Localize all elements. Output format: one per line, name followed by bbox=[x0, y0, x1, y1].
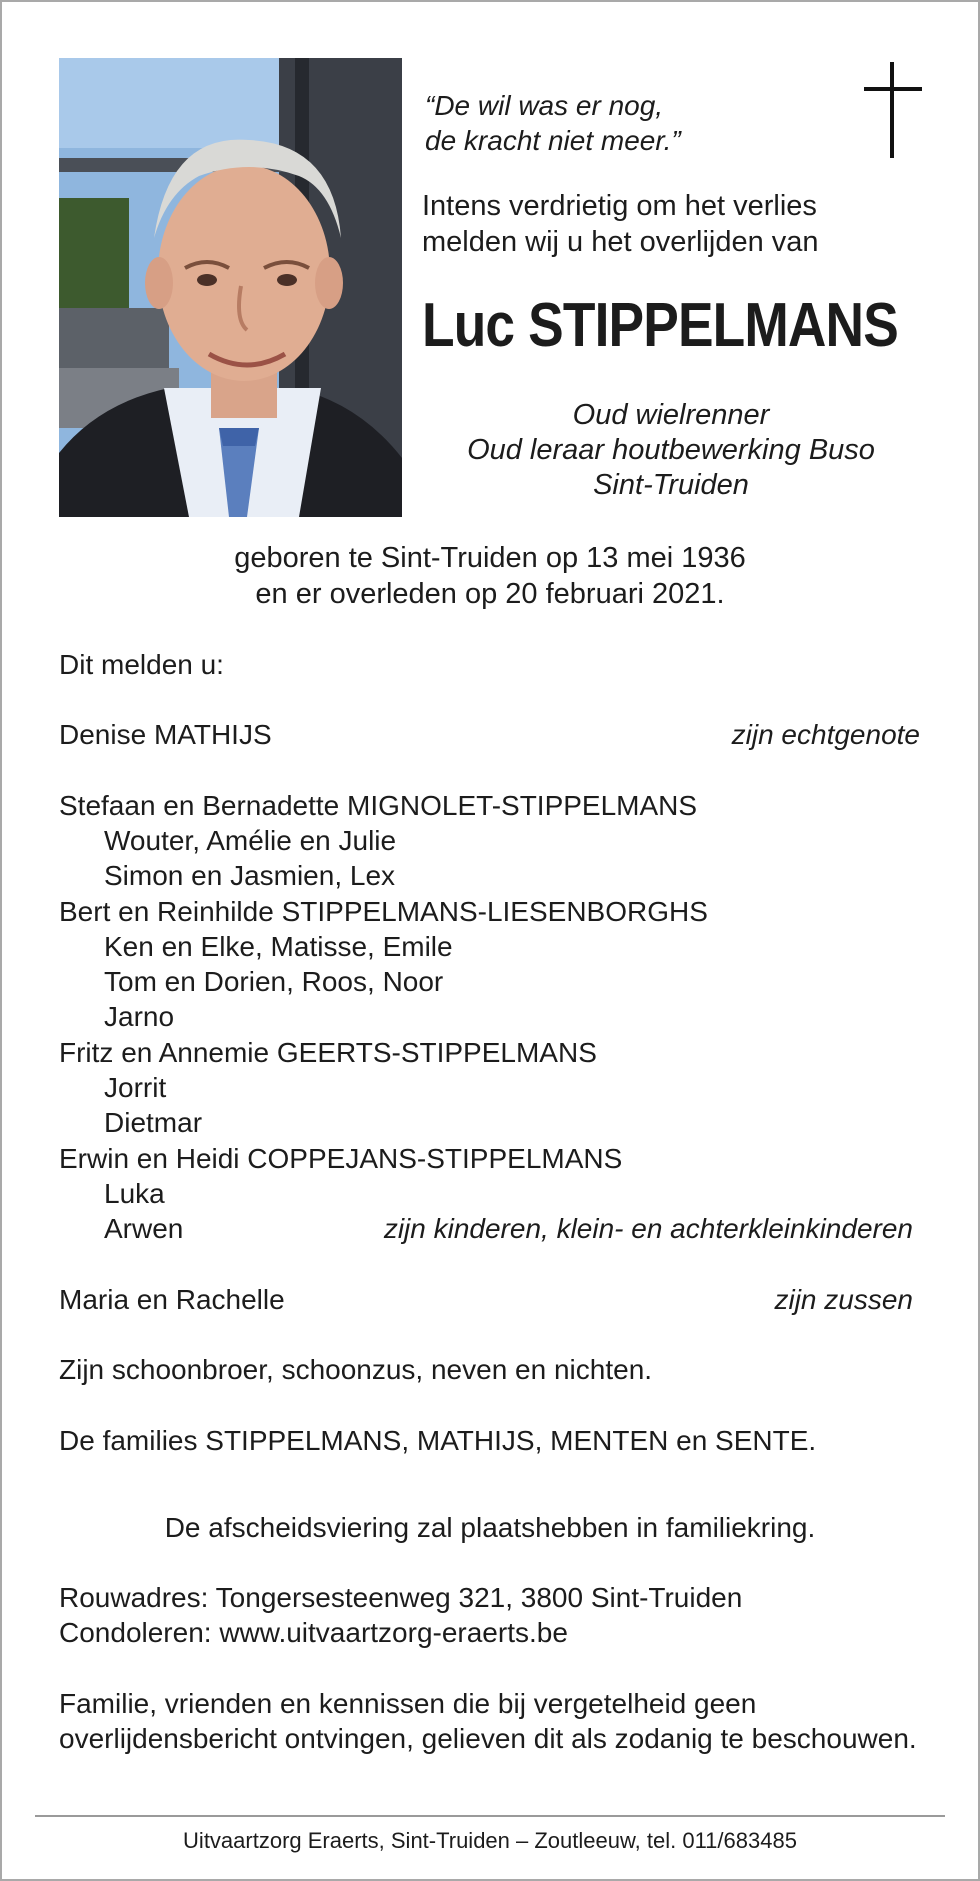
occupation-line-3: Sint-Truiden bbox=[593, 469, 749, 501]
family-row bbox=[59, 999, 920, 1035]
family-row bbox=[59, 788, 920, 824]
intro-line-2: melden wij u het overlijden van bbox=[422, 226, 819, 258]
family-row bbox=[59, 1211, 920, 1247]
death-line: en er overleden op 20 februari 2021. bbox=[255, 578, 725, 610]
family-member: Tom en Dorien, Roos, Noor bbox=[104, 966, 444, 997]
intro-line-1: Intens verdrietig om het verlies bbox=[422, 190, 817, 222]
funeral-home-footer: Uitvaartzorg Eraerts, Sint-Truiden – Zoutleeuw, tel. 011/683485 bbox=[183, 1828, 797, 1853]
rouwadres: Rouwadres: Tongersesteenweg 321, 3800 Sint-Truiden bbox=[59, 1582, 743, 1613]
family-row bbox=[59, 1070, 920, 1106]
family-row bbox=[59, 964, 920, 1000]
condoleren-link[interactable]: Condoleren: www.uitvaartzorg-eraerts.be bbox=[59, 1617, 568, 1648]
children-relation: zijn kinderen, klein- en achterkleinkinderen bbox=[383, 1213, 913, 1244]
spouse-relation: zijn echtgenote bbox=[731, 719, 920, 750]
deceased-name: Luc STIPPELMANS bbox=[422, 291, 898, 360]
family-member: Ken en Elke, Matisse, Emile bbox=[104, 931, 453, 962]
address-block bbox=[59, 1580, 920, 1650]
family-member: Bert en Reinhilde STIPPELMANS-LIESENBORGHS bbox=[59, 896, 708, 927]
quote bbox=[425, 88, 681, 158]
cross-icon bbox=[864, 62, 922, 158]
family-member: Simon en Jasmien, Lex bbox=[104, 860, 396, 891]
sisters-names: Maria en Rachelle bbox=[59, 1284, 285, 1315]
family-member: Stefaan en Bernadette MIGNOLET-STIPPELMANS bbox=[59, 790, 698, 821]
spouse-row bbox=[59, 717, 920, 753]
occupation bbox=[425, 398, 917, 503]
family-member: Luka bbox=[104, 1178, 165, 1209]
families-text: De families STIPPELMANS, MATHIJS, MENTEN en SENTE. bbox=[59, 1425, 817, 1456]
sisters-row bbox=[59, 1282, 920, 1318]
sisters-relation: zijn zussen bbox=[774, 1284, 913, 1315]
family-member: Fritz en Annemie GEERTS-STIPPELMANS bbox=[59, 1037, 597, 1068]
footer-divider bbox=[35, 1815, 945, 1817]
family-row bbox=[59, 1176, 920, 1212]
family-member: Dietmar bbox=[104, 1107, 203, 1138]
in-laws-row bbox=[59, 1352, 920, 1388]
occupation-line-1: Oud wielrenner bbox=[572, 399, 770, 431]
birth-line: geboren te Sint-Truiden op 13 mei 1936 bbox=[234, 542, 746, 574]
spouse-name: Denise MATHIJS bbox=[59, 719, 272, 750]
family-member: Wouter, Amélie en Julie bbox=[104, 825, 397, 856]
ceremony-notice: De afscheidsviering zal plaatshebben in familiekring. bbox=[164, 1512, 816, 1543]
family-row bbox=[59, 823, 920, 859]
quote-line-1: “De wil was er nog, bbox=[425, 90, 664, 121]
family-member: Jorrit bbox=[104, 1072, 167, 1103]
notice-paragraph: Familie, vrienden en kennissen die bij vergetelheid geen overlijdensbericht ontvingen, gelieven dit als zodanig te beschouwen. bbox=[59, 1688, 917, 1754]
family-row bbox=[59, 1105, 920, 1141]
birth-death-dates bbox=[0, 540, 980, 612]
family-member: Jarno bbox=[104, 1001, 175, 1032]
in-laws-text: Zijn schoonbroer, schoonzus, neven en nichten. bbox=[59, 1354, 653, 1385]
intro-text bbox=[422, 188, 819, 260]
families-row bbox=[59, 1423, 920, 1459]
family-row bbox=[59, 1141, 920, 1177]
occupation-line-2: Oud leraar houtbewerking Buso bbox=[467, 434, 875, 466]
announcers-intro bbox=[59, 647, 920, 683]
family-member: Erwin en Heidi COPPEJANS-STIPPELMANS bbox=[59, 1143, 623, 1174]
quote-line-2: de kracht niet meer.” bbox=[425, 125, 681, 156]
family-row bbox=[59, 929, 920, 965]
family-row bbox=[59, 1035, 920, 1071]
family-row bbox=[59, 858, 920, 894]
family-row bbox=[59, 894, 920, 930]
family-member: Arwen bbox=[104, 1213, 184, 1244]
portrait-photo bbox=[59, 58, 402, 517]
portrait-illustration bbox=[59, 58, 402, 517]
announcers-intro-text: Dit melden u: bbox=[59, 649, 224, 680]
